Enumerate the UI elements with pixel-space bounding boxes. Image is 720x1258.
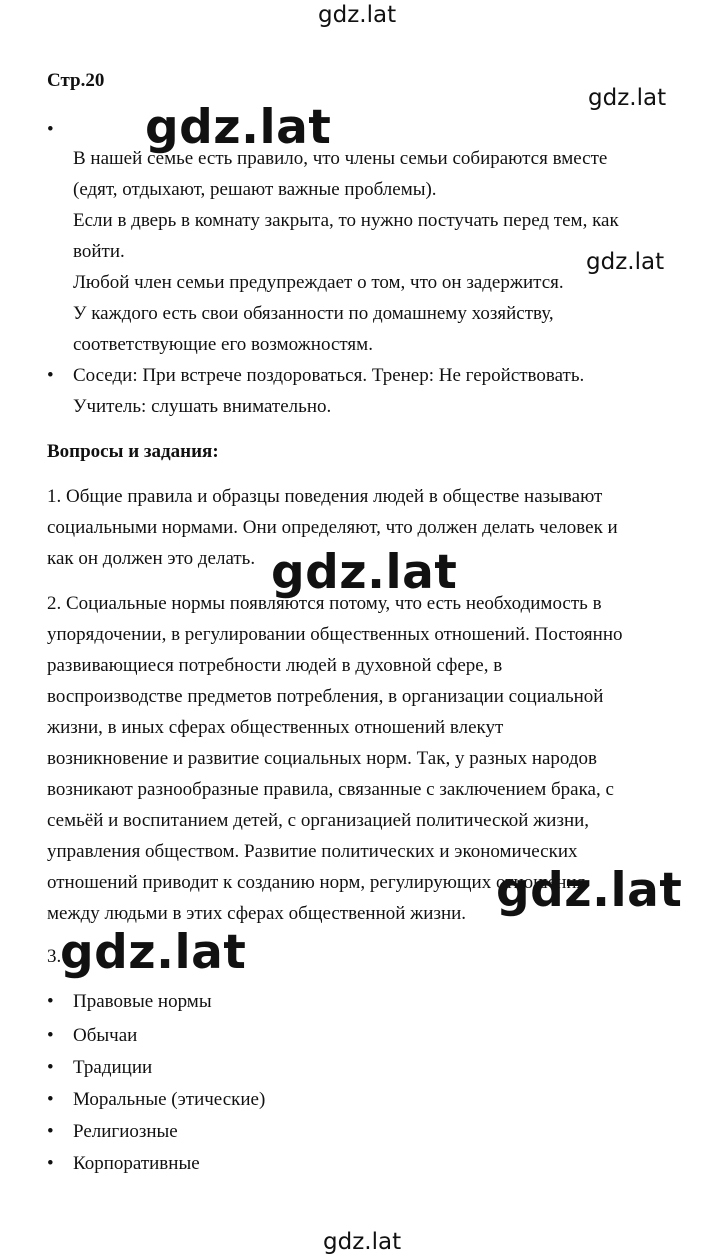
- text-line: семьёй и воспитанием детей, с организацией политической жизни,: [47, 810, 590, 831]
- watermark-right-1: gdz.lat: [588, 85, 667, 111]
- text-line: 1. Общие правила и образцы поведения людей в обществе называют: [47, 486, 603, 507]
- text-line: Учитель: слушать внимательно.: [73, 396, 332, 417]
- text-line: как он должен это делать.: [47, 548, 256, 569]
- text-line: У каждого есть свои обязанности по домашнему хозяйству,: [73, 303, 554, 324]
- bullet-marker: •: [47, 119, 54, 140]
- text-line: возникают разнообразные правила, связанные с заключением брака, с: [47, 779, 614, 800]
- text-line: отношений приводит к созданию норм, регулирующих отношения: [47, 872, 586, 893]
- list-item: Религиозные: [73, 1121, 178, 1142]
- text-line: Любой член семьи предупреждает о том, что он задержится.: [73, 272, 564, 293]
- text-line: соответствующие его возможностям.: [73, 334, 373, 355]
- watermark-big-3: gdz.lat: [496, 863, 683, 918]
- text-line: жизни, в иных сферах общественных отношений влекут: [47, 717, 504, 738]
- text-line: возникновение и развитие социальных норм. Так, у разных народов: [47, 748, 598, 769]
- text-line: воспроизводстве предметов потребления, в организации социальной: [47, 686, 604, 707]
- watermark-big-1: gdz.lat: [145, 100, 332, 155]
- bullet-marker: •: [47, 1089, 54, 1110]
- watermark-bottom: gdz.lat: [323, 1229, 402, 1255]
- text-line: В нашей семье есть правило, что члены семьи собираются вместе: [73, 148, 608, 169]
- text-line: социальными нормами. Они определяют, что должен делать человек и: [47, 517, 618, 538]
- list-item: Корпоративные: [73, 1153, 200, 1174]
- watermark-big-2: gdz.lat: [271, 545, 458, 600]
- bullet-marker: •: [47, 1025, 54, 1046]
- text-line: Если в дверь в комнату закрыта, то нужно постучать перед тем, как: [73, 210, 619, 231]
- text-line: (едят, отдыхают, решают важные проблемы).: [73, 179, 437, 200]
- text-line: между людьми в этих сферах общественной жизни.: [47, 903, 467, 924]
- watermark-right-2: gdz.lat: [586, 249, 665, 275]
- text-line: упорядочении, в регулировании общественных отношений. Постоянно: [47, 624, 623, 645]
- watermark-top: gdz.lat: [318, 2, 397, 28]
- text-line: 2. Социальные нормы появляются потому, что есть необходимость в: [47, 593, 602, 614]
- watermark-big-4: gdz.lat: [60, 925, 247, 980]
- list-item: Традиции: [73, 1057, 153, 1078]
- bullet-marker: •: [47, 1057, 54, 1078]
- bullet-marker: •: [47, 1121, 54, 1142]
- text-line: Соседи: При встрече поздороваться. Тренер: Не геройствовать.: [73, 365, 585, 386]
- list-item: Обычаи: [73, 1025, 138, 1046]
- list-item: Правовые нормы: [73, 991, 212, 1012]
- questions-heading: Вопросы и задания:: [47, 441, 219, 462]
- text-line: развивающиеся потребности людей в духовной сфере, в: [47, 655, 503, 676]
- bullet-marker: •: [47, 365, 54, 386]
- list-item: Моральные (этические): [73, 1089, 266, 1110]
- text-line: войти.: [73, 241, 125, 262]
- text-line: управления обществом. Развитие политических и экономических: [47, 841, 578, 862]
- bullet-marker: •: [47, 991, 54, 1012]
- page-label: Стр.20: [47, 70, 105, 91]
- answer-3-label: 3.: [47, 946, 62, 967]
- bullet-marker: •: [47, 1153, 54, 1174]
